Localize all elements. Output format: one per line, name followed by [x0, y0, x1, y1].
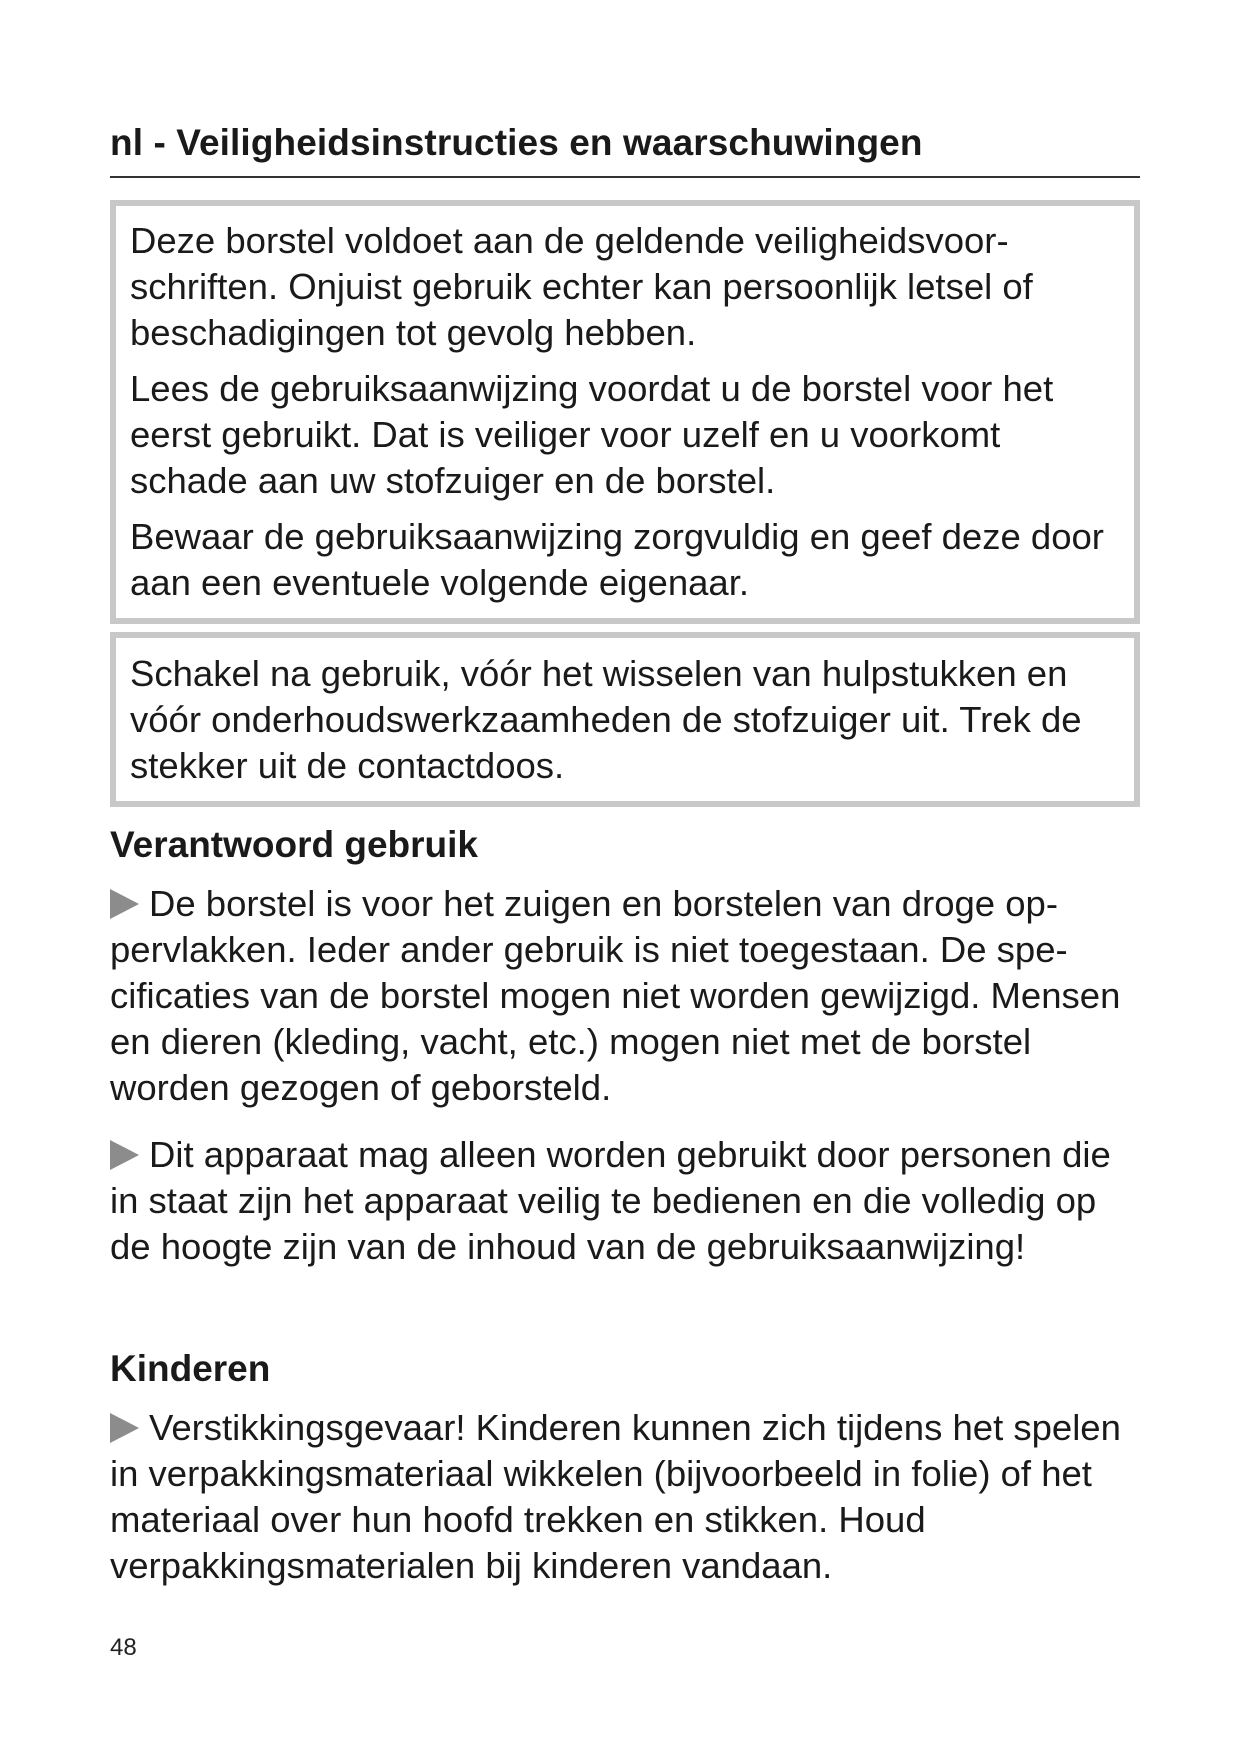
section-heading-kinderen: Kinderen	[110, 1348, 271, 1389]
triangle-right-icon	[110, 889, 139, 919]
bullet-item-text: De borstel is voor het zuigen en borstelen van droge oppervlakken. Ieder ander gebruik is niet toegestaan. De specificaties van de borstel mogen niet worden gewijzigd. Mensen en dieren (kleding, vacht, etc.) mogen niet met de borstel worden gezogen of geborsteld.	[110, 883, 1121, 1108]
safety-notice-paragraph: Bewaar de gebruiksaanwijzing zorgvuldig en geef deze door aan een eventuele volgende eigenaar.	[130, 516, 1104, 603]
page-title: nl - Veiligheidsinstructies en waarschuwingen	[110, 122, 923, 163]
bullet-item-text: Dit apparaat mag alleen worden gebruikt door personen die in staat zijn het apparaat veilig te bedienen en die volledig op de hoogte zijn van de inhoud van de gebruiksaanwijzing!	[110, 1134, 1111, 1267]
safety-notice-box	[110, 200, 1140, 624]
bullet-item-text: Verstikkingsgevaar! Kinderen kunnen zich tijdens het spelen in verpakkingsmateriaal wikkelen (bijvoorbeeld in folie) of het materiaal over hun hoofd trekken en stikken. Houd verpakkingsmaterialen bij kinderen vandaan.	[110, 1407, 1121, 1586]
switch-off-notice-paragraph: Schakel na gebruik, vóór het wisselen van hulpstukken en vóór onderhoudswerkzaamheden de stofzuiger uit. Trek de stekker uit de contactdoos.	[130, 653, 1082, 786]
bullet-item	[110, 1405, 1140, 1589]
safety-notice-paragraph: Lees de gebruiksaanwijzing voordat u de borstel voor het eerst gebruikt. Dat is veiliger voor uzelf en u voorkomt schade aan uw stofzuiger en de borstel.	[130, 368, 1054, 501]
page-header	[110, 118, 1140, 178]
section-heading-verantwoord-gebruik: Verantwoord gebruik	[110, 824, 479, 865]
manual-page	[110, 0, 1140, 1754]
page-number: 48	[110, 1634, 137, 1661]
switch-off-notice-box	[110, 632, 1140, 807]
triangle-right-icon	[110, 1140, 139, 1170]
bullet-item	[110, 881, 1140, 1111]
safety-notice-paragraph: Deze borstel voldoet aan de geldende veiligheidsvoorschriften. Onjuist gebruik echter kan persoonlijk letsel of beschadigingen tot gevolg hebben.	[130, 220, 1033, 353]
bullet-item	[110, 1132, 1140, 1270]
triangle-right-icon	[110, 1413, 139, 1443]
